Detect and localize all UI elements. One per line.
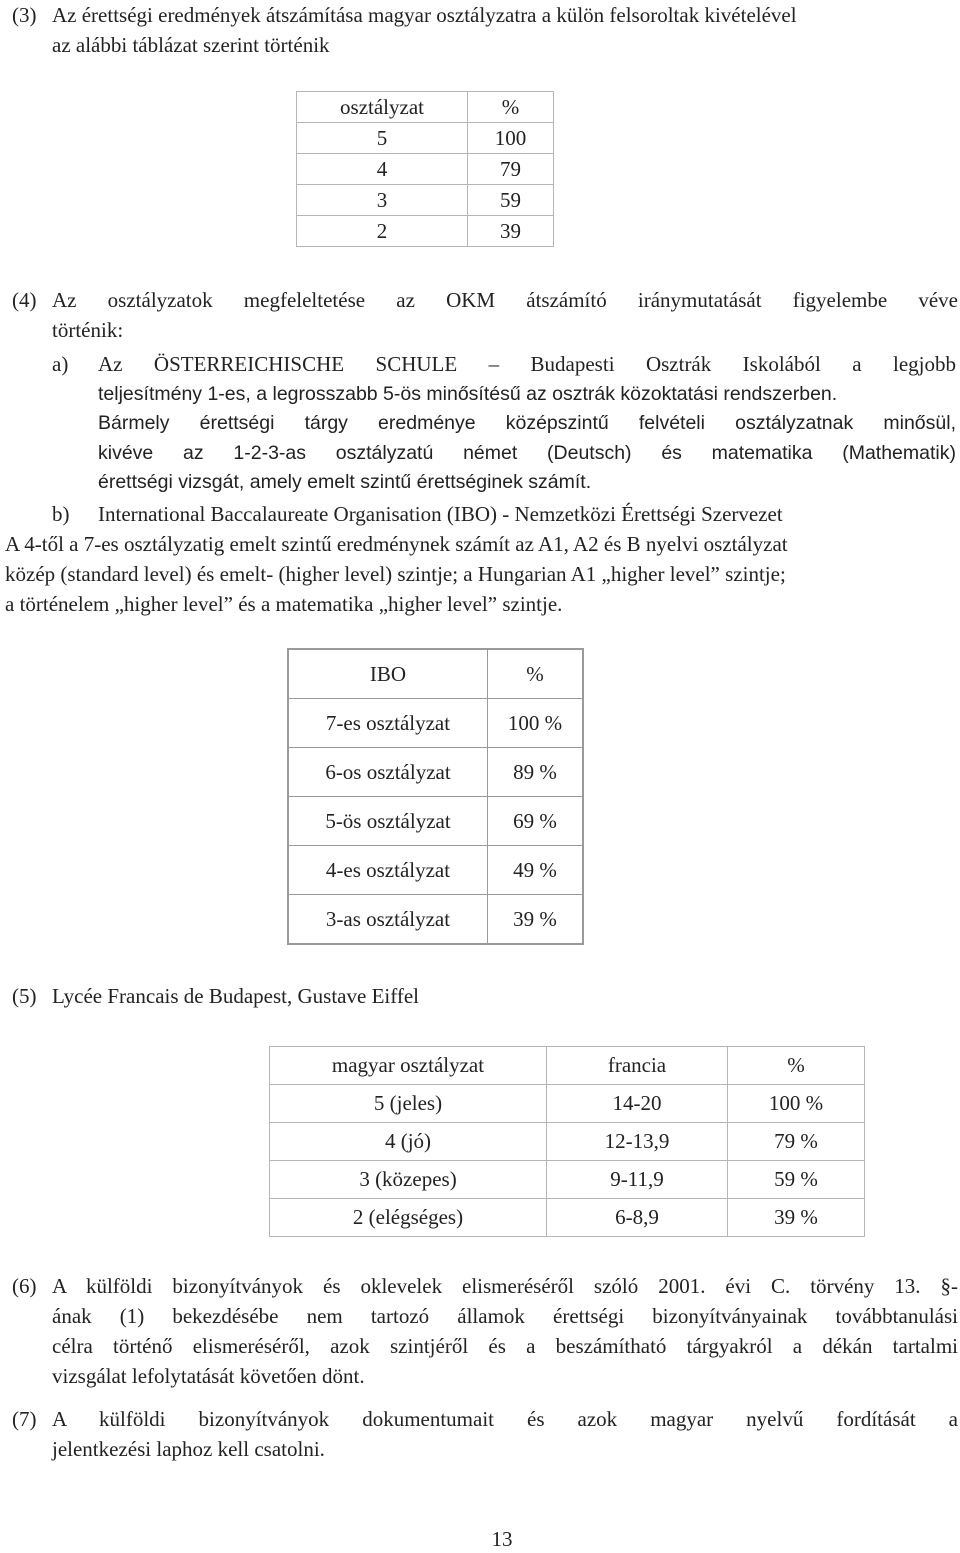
table-header-cell: francia bbox=[547, 1047, 728, 1085]
section-text-line: Lycée Francais de Budapest, Gustave Eiffel bbox=[52, 984, 419, 1008]
table-cell: 2 bbox=[297, 216, 468, 247]
table-row bbox=[297, 185, 554, 216]
list-text-line: kivéve az 1-2-3-as osztályzatú német (Deutsch) és matematika (Mathematik) bbox=[98, 441, 956, 464]
text-line: A 4-től a 7-es osztályzatig emelt szintű eredménynek számít az A1, A2 és B nyelvi osztályzat bbox=[5, 532, 788, 556]
table-row bbox=[270, 1161, 865, 1199]
table-cell: 12-13,9 bbox=[547, 1123, 728, 1161]
table-cell: 79 bbox=[468, 154, 554, 185]
table-row bbox=[288, 699, 583, 748]
table-row bbox=[270, 1085, 865, 1123]
text-line: közép (standard level) és emelt- (higher level) szintje; a Hungarian A1 „higher level” szintje; bbox=[5, 562, 786, 586]
table-cell: 39 % bbox=[728, 1199, 865, 1237]
table-header-row bbox=[297, 92, 554, 123]
table-cell: 5 bbox=[297, 123, 468, 154]
table-cell: 59 bbox=[468, 185, 554, 216]
section-7 bbox=[12, 1404, 958, 1464]
table-cell: 100 % bbox=[488, 699, 584, 748]
list-text-line: érettségi vizsgát, amely emelt szintű érettséginek számít. bbox=[98, 471, 592, 494]
table-cell: 6-8,9 bbox=[547, 1199, 728, 1237]
section-text-line: vizsgálat lefolytatását követően dönt. bbox=[52, 1364, 365, 1388]
table-cell: 6-os osztályzat bbox=[288, 748, 488, 797]
table-row bbox=[288, 748, 583, 797]
list-text-line: International Baccalaureate Organisation (IBO) - Nemzetközi Érettségi Szervezet bbox=[98, 502, 783, 526]
table-cell: 5 (jeles) bbox=[270, 1085, 547, 1123]
table-cell: 4 (jó) bbox=[270, 1123, 547, 1161]
section-number: (6) bbox=[12, 1274, 37, 1298]
table-cell: 89 % bbox=[488, 748, 584, 797]
section-5 bbox=[12, 981, 958, 1011]
section-text-line: A külföldi bizonyítványok és oklevelek elismeréséről szóló 2001. évi C. törvény 13. §- bbox=[52, 1274, 958, 1298]
table-cell: 7-es osztályzat bbox=[288, 699, 488, 748]
table-header-cell: % bbox=[468, 92, 554, 123]
table-header-cell: % bbox=[488, 649, 584, 699]
table-cell: 5-ös osztályzat bbox=[288, 797, 488, 846]
list-label: b) bbox=[52, 502, 70, 526]
table-header-row bbox=[270, 1047, 865, 1085]
table-header-cell: osztályzat bbox=[297, 92, 468, 123]
table-row bbox=[288, 797, 583, 846]
table-cell: 39 % bbox=[488, 895, 584, 945]
table-cell: 49 % bbox=[488, 846, 584, 895]
lycee-conversion-table bbox=[269, 1046, 865, 1237]
table-cell: 100 bbox=[468, 123, 554, 154]
table-cell: 69 % bbox=[488, 797, 584, 846]
table-cell: 59 % bbox=[728, 1161, 865, 1199]
section-number: (3) bbox=[12, 3, 37, 27]
list-text-line: Az ÖSTERREICHISCHE SCHULE – Budapesti Osztrák Iskolából a legjobb bbox=[98, 352, 956, 376]
list-label: a) bbox=[52, 352, 69, 376]
table-cell: 39 bbox=[468, 216, 554, 247]
section-number: (5) bbox=[12, 984, 37, 1008]
section-text-line: Az osztályzatok megfeleltetése az OKM átszámító iránymutatását figyelembe véve bbox=[52, 288, 958, 312]
table-cell: 4-es osztályzat bbox=[288, 846, 488, 895]
table-header-cell: % bbox=[728, 1047, 865, 1085]
table-row bbox=[297, 123, 554, 154]
table-cell: 2 (elégséges) bbox=[270, 1199, 547, 1237]
table-header-row bbox=[288, 649, 583, 699]
table-row bbox=[297, 216, 554, 247]
list-text-line: Bármely érettségi tárgy eredménye középszintű felvételi osztályzatnak minősül, bbox=[98, 412, 956, 435]
page-number: 13 bbox=[491, 1527, 513, 1551]
section-3 bbox=[12, 0, 958, 60]
section-text-line: az alábbi táblázat szerint történik bbox=[52, 33, 330, 57]
section-4 bbox=[12, 285, 958, 345]
table-cell: 3-as osztályzat bbox=[288, 895, 488, 945]
section-4b-continued bbox=[5, 529, 957, 619]
table-row bbox=[270, 1199, 865, 1237]
table-cell: 100 % bbox=[728, 1085, 865, 1123]
section-number: (7) bbox=[12, 1407, 37, 1431]
table-cell: 14-20 bbox=[547, 1085, 728, 1123]
section-4b bbox=[52, 499, 956, 529]
section-text-line: történik: bbox=[52, 318, 124, 342]
section-text-line: Az érettségi eredmények átszámítása magyar osztályzatra a külön felsoroltak kivételével bbox=[52, 3, 797, 27]
section-4a bbox=[52, 350, 956, 498]
table-cell: 9-11,9 bbox=[547, 1161, 728, 1199]
table-cell: 79 % bbox=[728, 1123, 865, 1161]
section-text-line: célra történő elismeréséről, azok szintjéről és a beszámítható tárgyakról a dékán tartalmi bbox=[52, 1334, 958, 1358]
text-line: a történelem „higher level” és a matematika „higher level” szintje. bbox=[5, 592, 563, 616]
table-row bbox=[270, 1123, 865, 1161]
table-cell: 3 bbox=[297, 185, 468, 216]
grade-conversion-table bbox=[296, 91, 554, 247]
table-row bbox=[288, 846, 583, 895]
section-text-line: A külföldi bizonyítványok dokumentumait és azok magyar nyelvű fordítását a bbox=[52, 1407, 958, 1431]
section-text-line: ának (1) bekezdésébe nem tartozó államok érettségi bizonyítványainak továbbtanulási bbox=[52, 1304, 958, 1328]
ibo-conversion-table bbox=[287, 648, 584, 945]
section-6 bbox=[12, 1271, 958, 1391]
table-cell: 3 (közepes) bbox=[270, 1161, 547, 1199]
section-text-line: jelentkezési laphoz kell csatolni. bbox=[52, 1437, 325, 1461]
table-row bbox=[297, 154, 554, 185]
table-cell: 4 bbox=[297, 154, 468, 185]
section-number: (4) bbox=[12, 288, 37, 312]
table-row bbox=[288, 895, 583, 945]
list-text-line: teljesítmény 1-es, a legrosszabb 5-ös minősítésű az osztrák közoktatási rendszerben. bbox=[98, 382, 838, 405]
table-header-cell: IBO bbox=[288, 649, 488, 699]
table-header-cell: magyar osztályzat bbox=[270, 1047, 547, 1085]
